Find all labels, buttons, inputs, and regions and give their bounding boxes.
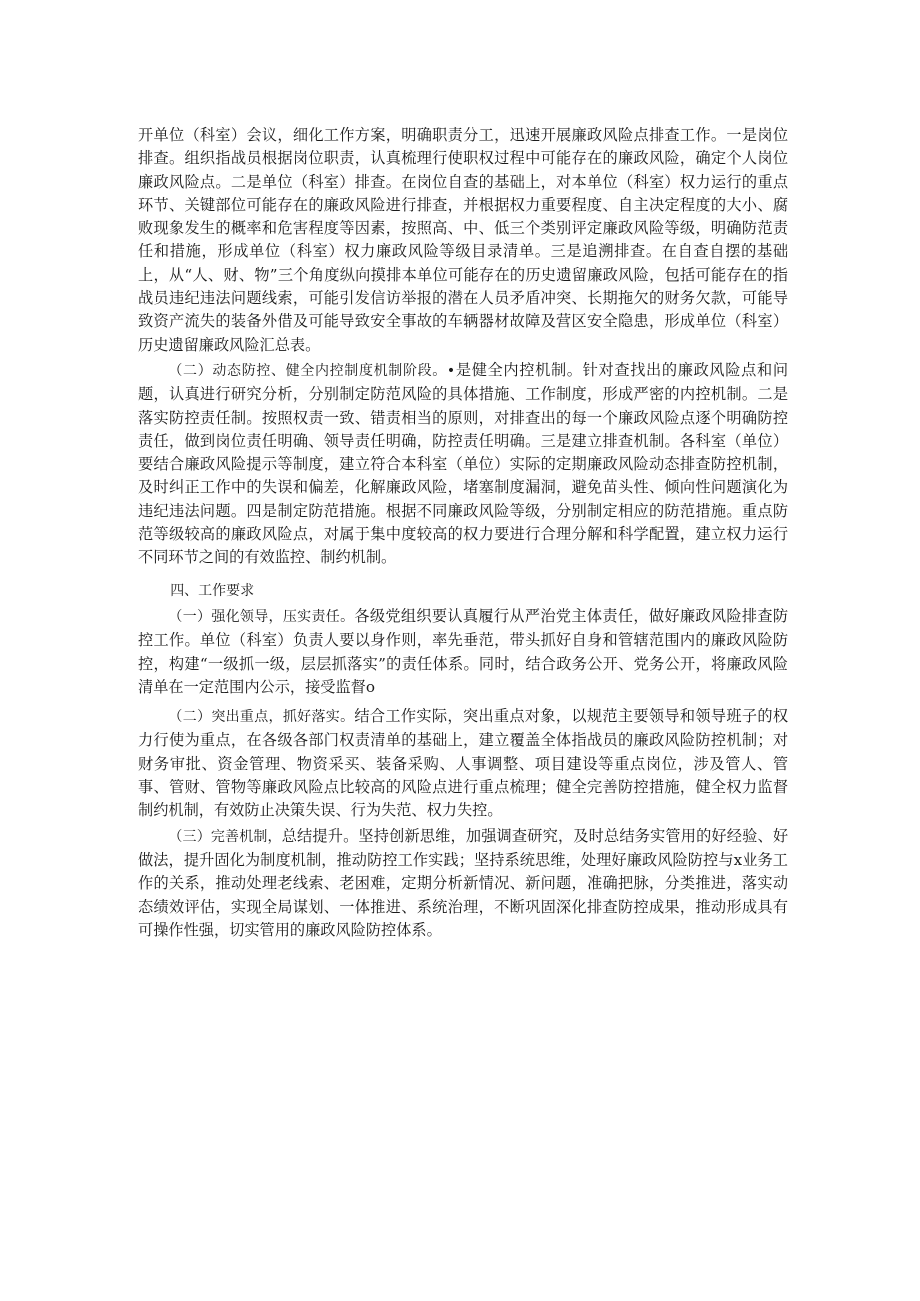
paragraph-lead-strengthen-leadership: （一）强化领导，压实责任。 bbox=[168, 608, 355, 625]
paragraph-body-dynamic-control: 是健全内控机制。针对查找出的廉政风险点和问题，认真进行研究分析，分别制定防范风险的具体措施、工作制度，形成严密的内控机制。二是落实防控责任制。按照权责一致、错责相当的原则，对排查出的每一个廉政风险点逐个明确防控责任，做到岗位责任明确、领导责任明确，防控责任明确。三是建立排查机制。各科室（单位）要结合廉政风险提示等制度，建立符合本科室（单位）实际的定期廉政风险动态排查防控机制，及时纠正工作中的失误和偏差，化解廉政风险，堵塞制度漏洞，避免苗头性、倾向性问题演化为违纪违法问题。四是制定防范措施。根据不同廉政风险等级，分别制定相应的防范措施。重点防范等级较高的廉政风险点，对属于集中度较高的权力要进行合理分解和科学配置，建立权力运行不同环节之间的有效监控、制约机制。 bbox=[138, 360, 789, 567]
paragraph-improve-mechanism bbox=[138, 825, 788, 942]
paragraph-body-strengthen-leadership: 各级党组织要认真履行从严治党主体责任，做好廉政风险排查防控工作。单位（科室）负责人要以身作则，率先垂范，带头抓好自身和管辖范围内的廉政风险防控，构建“一级抓一级，层层抓落实”的责任体系。同时，结合政务公开、党务公开，将廉政风险清单在一定范围内公示，接受监督o bbox=[138, 606, 789, 696]
paragraph-body-highlight-key-points: 结合工作实际，突出重点对象，以规范主要领导和领导班子的权力行使为重点，在各级各部门权责清单的基础上，建立覆盖全体指战员的廉政风险防控机制；对财务审批、资金管理、物资采买、装备采购、人事调整、项目建设等重点岗位，涉及管人、管事、管财、管物等廉政风险点比较高的风险点进行重点梳理；健全完善防控措施，健全权力监督制约机制，有效防止决策失误、行为失范、权力失控。 bbox=[138, 707, 789, 820]
document-body bbox=[138, 124, 788, 942]
paragraph-body-improve-mechanism: 总结提升。坚持创新思维，加强调查研究，及时总结务实管用的好经验、好做法，提升固化为制度机制，推动防控工作实践；坚持系统思维，处理好廉政风险防控与x业务工作的关系，推动处理老线索、老困难，定期分析新情况、新问题，准确把脉，分类推进，落实动态绩效评估，实现全局谋划、一体推进、系统治理，不断巩固深化排查防控成果，推动形成具有可操作性强，切实管用的廉政风险防控体系。 bbox=[138, 826, 789, 939]
paragraph-lead-dynamic-control: （二）动态防控、健全内控制度机制阶段。• bbox=[168, 362, 456, 379]
paragraph-post-investigation: 开单位（科室）会议，细化工作方案，明确职责分工，迅速开展廉政风险点排查工作。一是岗位排查。组织指战员根据岗位职责，认真梳理行使职权过程中可能存在的廉政风险，确定个人岗位廉政风险点。二是单位（科室）排查。在岗位自查的基础上，对本单位（科室）权力运行的重点环节、关键部位可能存在的廉政风险进行排查，并根据权力重要程度、自主决定程度的大小、腐败现象发生的概率和危害程度等因素，按照高、中、低三个类别评定廉政风险等级，明确防范责任和措施，形成单位（科室）权力廉政风险等级目录清单。三是追溯排查。在自查自摆的基础上，从“人、财、物”三个角度纵向摸排本单位可能存在的历史遗留廉政风险，包括可能存在的指战员违纪违法问题线索，可能引发信访举报的潜在人员矛盾冲突、长期拖欠的财务欠款，可能导致资产流失的装备外借及可能导致安全事故的车辆器材故障及营区安全隐患，形成单位（科室）历史遗留廉政风险汇总表。 bbox=[138, 126, 788, 354]
section-heading-work-requirements: 四、工作要求 bbox=[170, 582, 255, 599]
paragraph-lead-highlight-key-points: （二）突出重点，抓好落实。 bbox=[168, 709, 355, 726]
paragraph-highlight-key-points bbox=[138, 705, 788, 822]
paragraph-strengthen-leadership bbox=[138, 605, 788, 699]
paragraph-dynamic-control bbox=[138, 359, 788, 570]
paragraph-lead-improve-mechanism: （三）完善机制， bbox=[168, 828, 282, 845]
